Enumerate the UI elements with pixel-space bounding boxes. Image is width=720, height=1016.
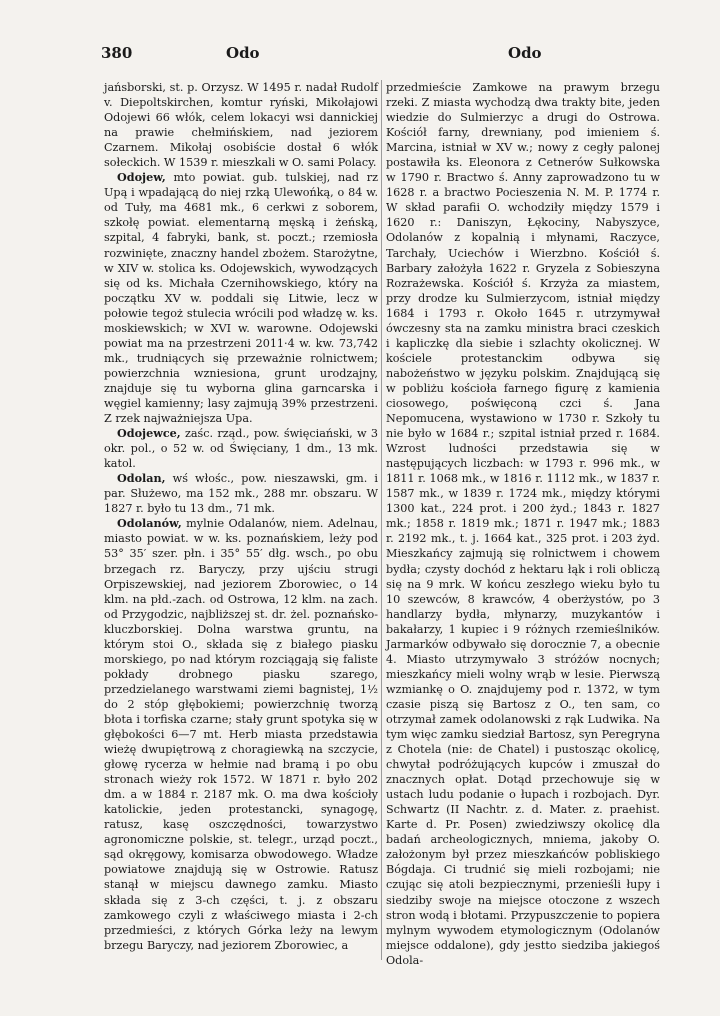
page-number: 380 [101,44,133,62]
entry-text: wś włośc., pow. nieszawski, gm. i par. Służewo, ma 152 mk., 288 mr. obszaru. W 1827 r. było tu 13 dm., 71 mk. [104,472,378,516]
running-head-right: Odo [508,44,542,62]
dictionary-entry [104,471,378,516]
entry-text: jańsborski, st. p. Orzysz. W 1495 r. nadał Rudolf v. Diepoltskirchen, komtur ryński, Mikołajowi Odojewi 66 włók, celem lokacyi wsi dannickiej na prawie chełmińskiem, nad jeziorem Czarnem. Mikołaj osobiście dostał 6 włók sołeckich. W 1539 r. mieszkali w O. sami Polacy. [104,81,378,170]
entry-headword: Odojewce, [117,426,181,441]
page-header [0,44,720,68]
dictionary-entry [104,80,378,170]
entry-headword: Odolan, [117,471,166,486]
column-divider [381,80,382,960]
running-head-left: Odo [226,44,260,62]
dictionary-entry [104,170,378,426]
entry-text: mto powiat. gub. tulskiej, nad rz Upą i wpadającą do niej rzką Ulewońką, o 84 w. od Tuły, ma 4681 mk., 6 cerkwi z soborem, szkołę powiat. elementarną męską i żeńską, szpital, 4 fabryki, bank, st. poczt.; rzemiosła rozwinięte, znaczny handel zbożem. Starożytne, w XIV w. stolica ks. Odojewskich, wywodzących się od ks. Michała Czernihowskiego, który na początku XV w. poddali się Litwie, lecz w połowie tegoż stulecia wrócili pod władzę w. ks. moskiewskich; w XVI w. warowne. Odojewski powiat ma na przestrzeni 2011·4 w. kw. 73,742 mk., trudniących się przeważnie rolnictwem; powierzchnia wzniesiona, grunt urodzajny, znajduje się tu wyborna glina garncarska i węgiel kamienny; lasy zajmują 39% przestrzeni. Z rzek najważniejsza Upa. [104,171,378,426]
entry-text: zaśc. rząd., pow. święciański, w 3 okr. pol., o 52 w. od Święciany, 1 dm., 13 mk. katol. [104,427,378,471]
entry-headword: Odojew, [117,170,166,185]
left-column [104,80,378,953]
dictionary-entry [386,80,660,968]
dictionary-entry [104,516,378,952]
entry-headword: Odolanów, [117,516,182,531]
right-column [386,80,660,968]
dictionary-entry [104,426,378,471]
entry-text: mylnie Odalanów, niem. Adelnau, miasto powiat. w w. ks. poznańskiem, leży pod 53° 35′ szer. płn. i 35° 55′ dłg. wsch., po obu brzegach rz. Baryczy, przy ujściu strugi Orpiszewskiej, nad jeziorem Zborowiec, o 14 klm. na płd.-zach. od Ostrowa, 12 klm. na zach. od Przygodzic, najbliższej st. dr. żel. poznańsko-kluczborskiej. Dolna warstwa gruntu, na którym stoi O., składa się z białego piasku morskiego, po nad którym rozciągają się faliste pokłady drobnego piasku szarego, przedzielanego warstwami ziemi bagnistej, 1½ do 2 stóp głębokiemi; powierzchnię tworzą błota i torfiska czarne; stały grunt spotyka się w głębokości 6—7 mt. Herb miasta przedstawia wieżę dwupiętrową z choragiewką na szczycie, głowę rycerza w hełmie nad bramą i po obu stronach wieży rok 1572. W 1871 r. było 202 dm. a w 1884 r. 2187 mk. O. ma dwa kościoły katolickie, jeden protestancki, synagogę, ratusz, kasę oszczędności, towarzystwo agronomiczne polskie, st. telegr., urząd poczt., sąd okręgowy, komisarza obwodowego. Władze powiatowe znajdują się w Ostrowie. Ratusz stanął w miejscu dawnego zamku. Miasto składa się z 3-ch części, t. j. z obszaru zamkowego czyli z właściwego miasta i 2-ch przedmieści, z których Górka leży na lewym brzegu Baryczy, nad jeziorem Zborowiec, a [104,517,378,952]
entry-text: przedmieście Zamkowe na prawym brzegu rzeki. Z miasta wychodzą dwa trakty bite, jeden wiedzie do Sulmierzyc a drugi do Ostrowa. Kościół farny, drewniany, pod imieniem ś. Marcina, istniał w XV w.; nowy z cegły palonej postawiła ks. Eleonora z Cetnerów Sułkowska w 1790 r. Bractwo ś. Anny zaprowadzono tu w 1628 r. a bractwo Pocieszenia N. M. P. 1774 r. W skład parafii O. wchodziły między 1579 i 1620 r.: Daniszyn, Łękociny, Nabyszyce, Odolanów z kopalnią i młynami, Raczyce, Tarchały, Uciechów i Wierzbno. Kościół ś. Barbary założyła 1622 r. Gryzela z Sobieszyna Rozrażewska. Kościół ś. Krzyża za miastem, przy drodze ku Sulmierzycom, istniał między 1684 i 1793 r. Około 1645 r. utrzymywał ówczesny sta na zamku ministra braci czeskich i kapliczkę dla siebie i szlachty okolicznej. W kościele protestanckim odbywa się nabożeństwo w języku polskim. Znajdującą się w pobliżu kościoła farnego figurę z kamienia ciosowego, poświęconą czci ś. Jana Nepomucena, wystawiono w 1730 r. Szkoły tu nie było w 1684 r.; szpital istniał przed r. 1684. Wzrost ludności przedstawia się w następujących liczbach: w 1793 r. 996 mk., w 1811 r. 1068 mk., w 1816 r. 1112 mk., w 1837 r. 1587 mk., w 1839 r. 1724 mk., między którymi 1300 kat., 224 prot. i 200 żyd.; 1843 r. 1827 mk.; 1858 r. 1819 mk.; 1871 r. 1947 mk.; 1883 r. 2192 mk., t. j. 1664 kat., 325 prot. i 203 żyd. Mieszkańcy zajmują się rolnictwem i chowem bydła; czysty dochód z hektaru łąk i roli obliczą się na 9 mrk. W końcu zeszłego wieku było tu 10 szewców, 8 krawców, 4 oberżystów, po 3 handlarzy bydła, młynarzy, muzykantów i bakałarzy, 1 kupiec i 9 różnych rzemieślników. Jarmarków odbywało się dorocznie 7, a obecnie 4. Miasto utrzymywało 3 stróżów nocnych; mieszkańcy mieli wolny wrąb w lesie. Pierwszą wzmiankę o O. znajdujemy pod r. 1372, w tym czasie piszą się Bartosz z O., ten sam, co otrzymał zamek odolanowski z rąk Ludwika. Na tym więc zamku siedział Bartosz, syn Peregryna z Chotela (nie: de Chatel) i pustosząc okolicę, chwytał podróżujących kupców i zmuszał do znacznych opłat. Dotąd przechowuje się w ustach ludu podanie o łupach i rozbojach. Dyr. Schwartz (II Nachtr. z. d. Mater. z. praehist. Karte d. Pr. Posen) zwiedziwszy okolicę dla badań archeologicznych, mniema, jakoby O. założonym był przez mieszkańców pobliskiego Bógdaja. Ci trudnić się mieli rozbojami; nie czując się atoli bezpiecznymi, przenieśli łupy i siedziby swoje na miejsce otoczone z wszech stron wodą i błotami. Przypuszczenie to popiera mylnym wywodem etymologicznym (Odolanów miejsce oddalone), gdy jestto siedziba jakiegoś Odola- [386,81,660,967]
